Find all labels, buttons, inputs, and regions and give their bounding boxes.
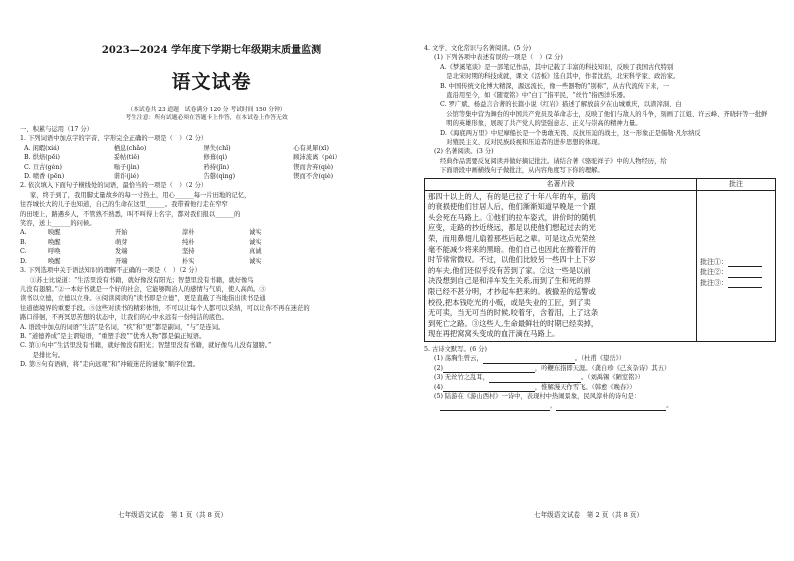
line-suffix: 。（杜甫《望岳》） bbox=[574, 355, 626, 363]
option-line: A. 语段中加点的词语“生活”是名词，“疾”和“更”都是副词，“与”是连词。 bbox=[20, 323, 225, 331]
recitation-line bbox=[424, 354, 776, 363]
option-row bbox=[20, 238, 383, 247]
option-cell: D. bbox=[20, 257, 27, 265]
exam-header: 2023—2024 学年度下学期七年级期末质量监测 bbox=[101, 45, 322, 56]
recitation-line bbox=[424, 364, 776, 373]
option-cell: 呼唤 bbox=[48, 248, 61, 256]
passage-line: 往吞城长大的儿子也知道，自己的生命在这里______。我带着他行走在窄窄 bbox=[20, 201, 228, 209]
option-row bbox=[20, 172, 383, 181]
option-cell: 诚实 bbox=[249, 257, 262, 265]
option-line: A.《梦溪笔谈》是一部笔记作品，其中记载了丰富的科技知识，反映了我国古代特别 bbox=[440, 63, 674, 71]
excerpt-line: 荣，而用鼻翅儿扇着那些后起之辈。可是这点光荣丝 bbox=[428, 234, 596, 244]
excerpt-line: 决没想到自己是和洋车发生关系,而到了生和死的界 bbox=[428, 276, 591, 286]
question-stem: 1. 下列词语中加点字的字音、字形完全正确的一项是（ ）（2 分） bbox=[20, 135, 208, 143]
option-cell: 谐诈(jié) bbox=[113, 173, 139, 181]
option-line: D. 第⑤句有语病，将“走向远观”和“冲破迷茫的谜象”顺序位置。 bbox=[20, 361, 200, 369]
option-cell: 坚持 bbox=[182, 248, 195, 256]
excerpt-line: 的衰损使他们甘居人后，他们渐渐知道早晚是一个跟 bbox=[428, 202, 596, 212]
option-line: B. 中国传统文化博大精深，源远流长，像一些器物的“别称”，从古代流传下来，一 bbox=[440, 82, 670, 90]
exam-info: （本试卷共 23 道题 试卷满分 120 分 考试时间 150 分钟） bbox=[127, 107, 286, 113]
option-line: 是排比句。 bbox=[20, 351, 65, 359]
exam-page-2 bbox=[410, 0, 794, 561]
passage-line: ①苏士比说道：“生活里没有书籍，就好像没有阳光；智慧里没有书籍，就好像鸟 bbox=[30, 276, 254, 284]
option-cell: 诚实 bbox=[249, 229, 262, 237]
blank-answer[interactable] bbox=[556, 410, 666, 411]
question-stem: 4. 文学、文化常识与名著阅读。(5 分) bbox=[424, 45, 532, 52]
table-header-notes: 批注 bbox=[697, 178, 776, 190]
option-cell: 嗡子(jìn) bbox=[113, 163, 140, 171]
question-1 bbox=[20, 134, 383, 181]
sub-question: (1) 下列各项中表述有误的一项是（ ）(2 分) bbox=[434, 54, 563, 62]
line-prefix: (2) bbox=[434, 364, 443, 372]
option-line: C. 第①句中“生活里没有书籍，就好像没有阳光；智慧里没有书籍，就好像鸟儿没有翅膀。” bbox=[20, 342, 272, 350]
line-prefix: (3) 无丝竹之乱耳， bbox=[434, 374, 489, 382]
sub-question: (2) 名著阅读。(3 分) bbox=[434, 148, 494, 156]
recitation-line bbox=[424, 373, 776, 382]
line-prefix: (1) 荡胸生曾云， bbox=[434, 355, 483, 363]
question-stem: 2. 依次填入下面句子横线处的词语，最恰当的一项是（ ）（2 分） bbox=[20, 182, 208, 190]
passage-line: 儿没有翅膀。”②一本好书就是一个好的社会，它能够陶冶人的感情与气质，使人高尚。③ bbox=[20, 285, 266, 293]
page-footer: 七年级语文试卷 第 1 页（共 8 页） bbox=[118, 511, 228, 519]
option-cell: 妥帖(tiě) bbox=[113, 154, 140, 162]
excerpt-line: 无可卖，当无可当的时候,咬着牙，含着泪，上了这条 bbox=[428, 308, 599, 318]
blank-answer[interactable] bbox=[440, 410, 550, 411]
excerpt-cell bbox=[425, 190, 697, 341]
option-cell: 淳朴 bbox=[182, 229, 195, 237]
option-row bbox=[20, 228, 383, 237]
notes-cell bbox=[697, 190, 776, 341]
note-label: 批注②： bbox=[700, 268, 728, 277]
recitation-line bbox=[424, 383, 776, 392]
excerpt-line: 校役,把本钱吃光的小贩，或是失业的工匠，到了卖 bbox=[428, 297, 591, 307]
note-answer-line[interactable] bbox=[728, 287, 762, 288]
passage-line: 往道德境界的重要手段。⑤这些对读书的精彩体悟，不可以让每个人都可以采纳，可以让你不再在迷茫的 bbox=[20, 304, 310, 312]
exam-title: 语文试卷 bbox=[171, 71, 252, 93]
option-row bbox=[20, 153, 383, 162]
option-cell: 映醒 bbox=[48, 229, 61, 237]
option-cell: 告罄(qìng) bbox=[203, 173, 236, 181]
passage-line: 的田埂上，路遇乡人，不管熟不熟悉，叫不叫得上名字，都对我们报以______的 bbox=[20, 210, 241, 218]
excerpt-line: 那四十以上的人，有的是已拉了十年八年的车，筋肉 bbox=[428, 191, 596, 201]
option-cell: 唤醒 bbox=[48, 257, 61, 265]
question-3 bbox=[20, 266, 383, 369]
option-cell: 栖息(chǎo) bbox=[113, 144, 147, 152]
note-2[interactable] bbox=[700, 267, 774, 277]
line-suffix: 。（刘禹锡《陋室铭》） bbox=[581, 374, 644, 382]
option-cell: A. 闲暇(xiá) bbox=[24, 144, 60, 152]
exam-note: 考生注意：所有试题必须在答题卡上作答，在本试卷上作答无效 bbox=[125, 115, 288, 121]
option-cell: B. 烘焙(pēi) bbox=[24, 154, 60, 162]
option-cell: 真诚 bbox=[249, 248, 262, 256]
note-label: 批注③： bbox=[700, 278, 728, 287]
excerpt-line: 限已经不甚分明，才抄起车把来的。被撤差的巡警或 bbox=[428, 287, 596, 297]
option-cell: 锲而不舍(qiè) bbox=[293, 173, 334, 181]
option-cell: 开端 bbox=[115, 257, 128, 265]
excerpt-line: 毫不能减少将来的黑暗。他们自己也因此在擦着汗的 bbox=[428, 244, 596, 254]
line-suffix: ，惟解漫天作雪飞。（韩愈《晚春》） bbox=[534, 383, 636, 391]
option-cell: B. bbox=[20, 238, 27, 246]
recitation-line bbox=[424, 392, 776, 401]
instruction-line: 下面语段中画横线句子做批注，从内容角度写下你的理解。 bbox=[440, 167, 604, 175]
passage-line: 笑容，送上______的问候。 bbox=[20, 220, 96, 228]
option-row bbox=[20, 247, 383, 256]
recitation-line: ， 。 bbox=[424, 401, 776, 410]
option-line: 直沿用至今，如《随宽铭》中“白丁”指平民，“丝竹”指西洋乐器。 bbox=[440, 92, 630, 100]
option-cell: A. bbox=[20, 229, 27, 237]
option-cell: 朴实 bbox=[182, 257, 195, 265]
question-4 bbox=[424, 44, 776, 176]
excerpt-line: 应变，走路的抄近绕远，都足以使他们想起过去的光 bbox=[428, 223, 596, 233]
option-line: C. 罗广斌、杨益言合著的长篇小说《红岩》描述了解放前夕在山城重庆，以渣滓洞、白 bbox=[440, 101, 682, 109]
line-suffix: ，吟鞭东指即天涯。（龚自珍《己亥杂诗》其五） bbox=[534, 364, 671, 372]
note-3[interactable] bbox=[700, 278, 774, 288]
option-cell: D. 喷香 (pēn) bbox=[24, 173, 65, 181]
option-cell: 发端 bbox=[115, 248, 128, 256]
passage-line: 路口徘徊，不再冥思苦想的状态中，让我们的心中永远有一份纯洁的底色。 bbox=[20, 314, 228, 322]
option-cell: C. 亘古(gèn) bbox=[24, 163, 62, 171]
question-2 bbox=[20, 181, 383, 266]
excerpt-line: 现在再把窝窝头变成的血汗滴在马路上。 bbox=[428, 329, 560, 339]
passage-line: 家，终于到了，我用脚丈量故乡的每一寸热土，用心______每一片田地的记忆， bbox=[30, 191, 251, 199]
option-cell: C. bbox=[20, 248, 27, 256]
option-cell: 纯朴 bbox=[182, 238, 195, 246]
line-prefix: (4) bbox=[434, 383, 443, 391]
option-line: 是北宋时期的科技成就，课文《活板》选自其中，作者沈括，北宋科学家、政治家。 bbox=[440, 73, 680, 81]
option-line: 明的英雄形象，展现了共产党人的坚强意志、正义与崇高的精神力量。 bbox=[440, 120, 642, 128]
option-line: 公馆等集中营为舞台的中国共产党员及革命志士，反映了他们与敌人的斗争，刻画了江姐、许云峰、齐晓轩等一批鲜 bbox=[440, 110, 768, 118]
excerpt-line: 时节常常微叹。不过，以他们比较另一些四十上下岁 bbox=[428, 255, 596, 265]
option-cell: 唤醒 bbox=[48, 238, 61, 246]
option-row bbox=[20, 163, 383, 172]
excerpt-line: 的车夫,他们还似乎没有苦到了家。②这一些是以前 bbox=[428, 265, 591, 275]
question-5 bbox=[424, 345, 776, 411]
annotation-table bbox=[424, 178, 776, 342]
page-footer: 七年级语文试卷 第 2 页（共 8 页） bbox=[534, 511, 644, 519]
table-header-excerpt: 名著片段 bbox=[425, 178, 697, 190]
section-heading: 一、积累与运用（17 分） bbox=[20, 126, 93, 133]
option-cell: 顾沛流离（pèi） bbox=[293, 154, 341, 162]
option-line: B. “道德养成”是主谓短语，“重塑手段”“优秀人物”都是偏正短语。 bbox=[20, 332, 206, 340]
option-line: 对殖民主义、反对民族歧视和压迫者的进步思想的体现。 bbox=[440, 139, 604, 147]
question-stem: 5. 古诗文默写。(6 分) bbox=[424, 346, 488, 353]
option-cell: 心有灵犀(xī) bbox=[293, 144, 329, 152]
instruction-line: 经典作品需要反复阅读并做好摘记批注。请结合著《骆驼祥子》中的人物经历，给 bbox=[440, 157, 667, 165]
option-row bbox=[20, 144, 383, 153]
excerpt-line: 头会死在马路上。①他们的拉车姿式，讲价时的随机 bbox=[428, 212, 596, 222]
option-cell: 萌芽 bbox=[115, 238, 128, 246]
option-cell: 修葺(qì) bbox=[203, 154, 228, 162]
passage-line: 读书以立德，立德以立身。④阅读阅读的“读书即是立德”，更是直截了当地指出读书是通 bbox=[20, 295, 266, 303]
note-label: 批注①： bbox=[700, 257, 728, 266]
option-row bbox=[20, 257, 383, 266]
question-stem: 3. 下列选项中关于语法知识的理解不正确的一项是（ ）（2 分） bbox=[20, 267, 201, 275]
excerpt-line: 到死亡之路。③这些人,生命最鲜壮的时期已经卖掉， bbox=[428, 318, 599, 328]
option-cell: 锲而舍弃(qiè) bbox=[293, 163, 334, 171]
option-line: D.《海底两万里》中尼摩船长是一个勇敢无畏、反抗压迫的战士，这一形象正是儒勒·凡尔纳反 bbox=[440, 129, 701, 137]
option-cell: 矜持(jīn) bbox=[203, 163, 230, 171]
line-prefix: (5) 陆游在《游山西村》一诗中，表现村中热闹景象，民风淳朴的诗句是： bbox=[434, 393, 641, 401]
note-1[interactable] bbox=[700, 257, 774, 267]
option-cell: 诚实 bbox=[249, 238, 262, 246]
option-cell: 开始 bbox=[115, 229, 128, 237]
option-cell: 屏失(chǐ) bbox=[203, 144, 231, 152]
